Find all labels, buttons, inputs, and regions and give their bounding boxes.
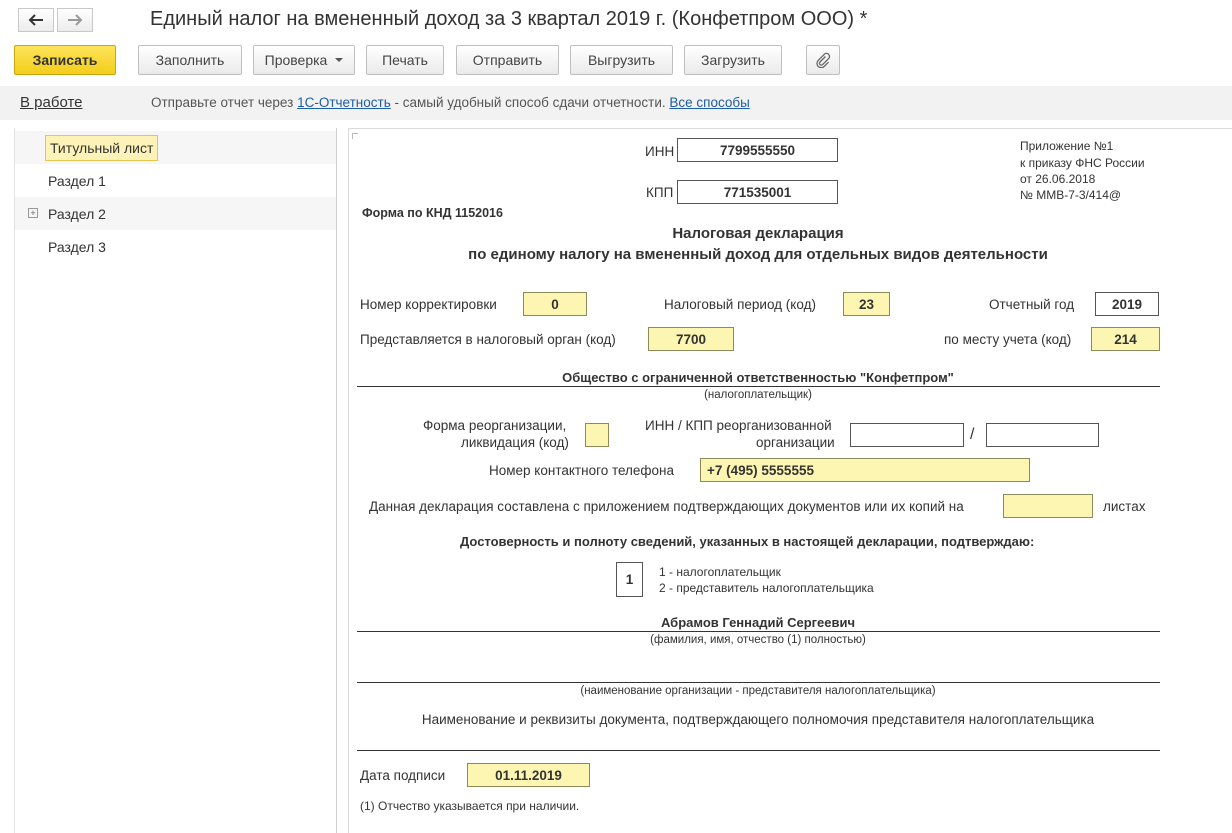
rep-doc-underline [357,750,1160,751]
paperclip-icon [815,52,831,68]
page-corner [352,133,358,139]
print-button[interactable]: Печать [366,45,444,75]
expand-icon[interactable]: + [28,208,38,218]
import-button[interactable]: Загрузить [684,45,782,75]
footnote: (1) Отчество указывается при наличии. [360,799,580,813]
report-year-field[interactable]: 2019 [1095,292,1159,316]
reorg-form-label-1: Форма реорганизации, [423,418,567,433]
reorg-form-label-2: ликвидация (код) [461,435,569,450]
chevron-down-icon [335,58,343,62]
declaration-subheading: по единому налогу на вмененный доход для отдельных видов деятельности [468,246,1048,263]
forward-button[interactable] [57,8,93,32]
confirm-heading: Достоверность и полноту сведений, указанных в настоящей декларации, подтверждаю: [460,534,1035,549]
check-button-label: Проверка [264,52,328,68]
inn-field[interactable]: 7799555550 [677,138,838,162]
kpp-label: КПП [646,185,674,200]
export-button[interactable]: Выгрузить [570,45,673,75]
correction-label: Номер корректировки [360,297,497,312]
signer-code-field[interactable]: 1 [616,562,643,597]
attach-button[interactable] [806,45,840,75]
sign-date-label: Дата подписи [360,768,446,783]
reorg-inn-field[interactable] [850,423,964,447]
info-message: Отправьте отчет через 1С-Отчетность - самый удобный способ сдачи отчетности. Все способы [151,95,750,110]
pages-suffix: листах [1103,499,1146,514]
pages-field[interactable] [1003,494,1093,518]
sidebar-item-label: Титульный лист [45,135,158,161]
org-name: Общество с ограниченной ответственностью "Конфетпром" [562,370,954,385]
fill-button[interactable]: Заполнить [138,45,242,75]
appendix-line-1: Приложение №1 [1020,139,1114,153]
sidebar-item-section-1[interactable] [15,164,336,197]
signer-name: Абрамов Геннадий Сергеевич [660,615,856,630]
inn-label: ИНН [645,144,675,159]
signer-caption: (фамилия, имя, отчество (1) полностью) [650,634,866,646]
knd-label: Форма по КНД 1152016 [362,206,503,220]
tax-period-label: Налоговый период (код) [664,297,816,312]
rep-doc-label: Наименование и реквизиты документа, подтверждающего полномочия представителя налогоплательщика [421,712,1095,727]
sidebar-item-title-page[interactable] [15,131,336,164]
org-caption: (налогоплательщик) [704,389,812,401]
phone-field[interactable]: +7 (495) 5555555 [700,458,1030,482]
reorg-kpp-field[interactable] [986,423,1099,447]
sidebar-item-label: Раздел 1 [48,173,106,189]
tax-period-field[interactable]: 23 [843,292,890,316]
appendix-line-3: от 26.06.2018 [1020,172,1096,186]
place-label: по месту учета (код) [944,332,1072,347]
phone-label: Номер контактного телефона [489,463,675,478]
sidebar-item-label: Раздел 2 [48,206,106,222]
rep-org-caption: (наименование организации - представителя налогоплательщика) [580,685,936,697]
tax-authority-label: Представляется в налоговый орган (код) [360,332,616,347]
report-year-label: Отчетный год [989,297,1075,312]
signer-option-1: 1 - налогоплательщик [659,565,781,579]
rep-org-underline [357,682,1160,683]
link-all-methods[interactable]: Все способы [669,95,750,110]
pages-label: Данная декларация составлена с приложением подтверждающих документов или их копий на [369,499,964,514]
declaration-heading: Налоговая декларация [672,225,844,242]
correction-field[interactable]: 0 [523,292,587,316]
appendix-line-4: № ММВ-7-3/414@ [1020,188,1122,202]
page-title: Единый налог на вмененный доход за 3 квартал 2019 г. (Конфетпром ООО) * [150,8,868,30]
sign-date-field[interactable]: 01.11.2019 [467,763,590,787]
reorg-innkpp-label-1: ИНН / КПП реорганизованной [645,418,832,433]
appendix-line-2: к приказу ФНС России [1020,156,1145,170]
back-button[interactable] [18,8,54,32]
sidebar-item-label: Раздел 3 [48,239,106,255]
reorg-form-field[interactable] [585,423,609,447]
inn-kpp-separator: / [970,426,975,443]
kpp-field[interactable]: 771535001 [677,180,838,204]
signer-underline [357,631,1160,632]
save-button[interactable]: Записать [14,45,116,75]
info-strip [0,86,1232,120]
arrow-right-icon [67,14,83,26]
check-button[interactable] [253,45,355,75]
arrow-left-icon [28,14,44,26]
tax-authority-field[interactable]: 7700 [648,327,734,351]
place-field[interactable]: 214 [1091,327,1160,351]
reorg-innkpp-label-2: организации [756,435,835,450]
status-link[interactable]: В работе [20,94,83,111]
send-button[interactable]: Отправить [456,45,559,75]
link-1c-reporting[interactable]: 1С-Отчетность [297,95,391,110]
org-underline [357,386,1160,387]
signer-option-2: 2 - представитель налогоплательщика [659,581,874,595]
